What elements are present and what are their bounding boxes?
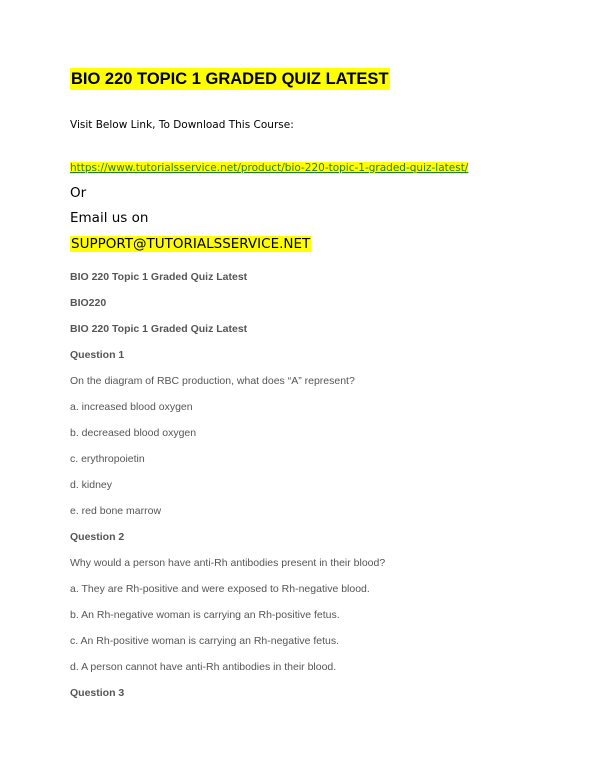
quiz-heading: BIO 220 Topic 1 Graded Quiz Latest	[70, 271, 248, 283]
answer-option: b. decreased blood oxygen	[70, 427, 197, 439]
question-prompt: Why would a person have anti-Rh antibodies present in their blood?	[70, 557, 386, 569]
answer-option: d. kidney	[70, 479, 113, 491]
question-label: Question 3	[70, 687, 125, 699]
download-link[interactable]: https://www.tutorialsservice.net/product/bio-220-topic-1-graded-quiz-latest/	[70, 162, 469, 174]
course-code: BIO220	[70, 297, 107, 309]
question-prompt: On the diagram of RBC production, what does “A” represent?	[70, 375, 355, 387]
or-text: Or	[70, 185, 87, 201]
answer-option: a. They are Rh-positive and were exposed to Rh-negative blood.	[70, 583, 370, 595]
question-label: Question 1	[70, 349, 125, 361]
answer-option: a. increased blood oxygen	[70, 401, 193, 413]
visit-instruction: Visit Below Link, To Download This Course:	[70, 119, 294, 131]
answer-option: b. An Rh-negative woman is carrying an Rh-positive fetus.	[70, 609, 340, 621]
answer-option: c. erythropoietin	[70, 453, 145, 465]
page-title: BIO 220 TOPIC 1 GRADED QUIZ LATEST	[71, 70, 389, 88]
answer-option: e. red bone marrow	[70, 505, 162, 517]
answer-option: d. A person cannot have anti-Rh antibodies in their blood.	[70, 661, 337, 673]
question-label: Question 2	[70, 531, 125, 543]
support-email[interactable]: SUPPORT@TUTORIALSSERVICE.NET	[71, 236, 311, 252]
answer-option: c. An Rh-positive woman is carrying an Rh-negative fetus.	[70, 635, 340, 647]
quiz-heading-repeat: BIO 220 Topic 1 Graded Quiz Latest	[70, 323, 248, 335]
email-us-text: Email us on	[70, 210, 149, 226]
